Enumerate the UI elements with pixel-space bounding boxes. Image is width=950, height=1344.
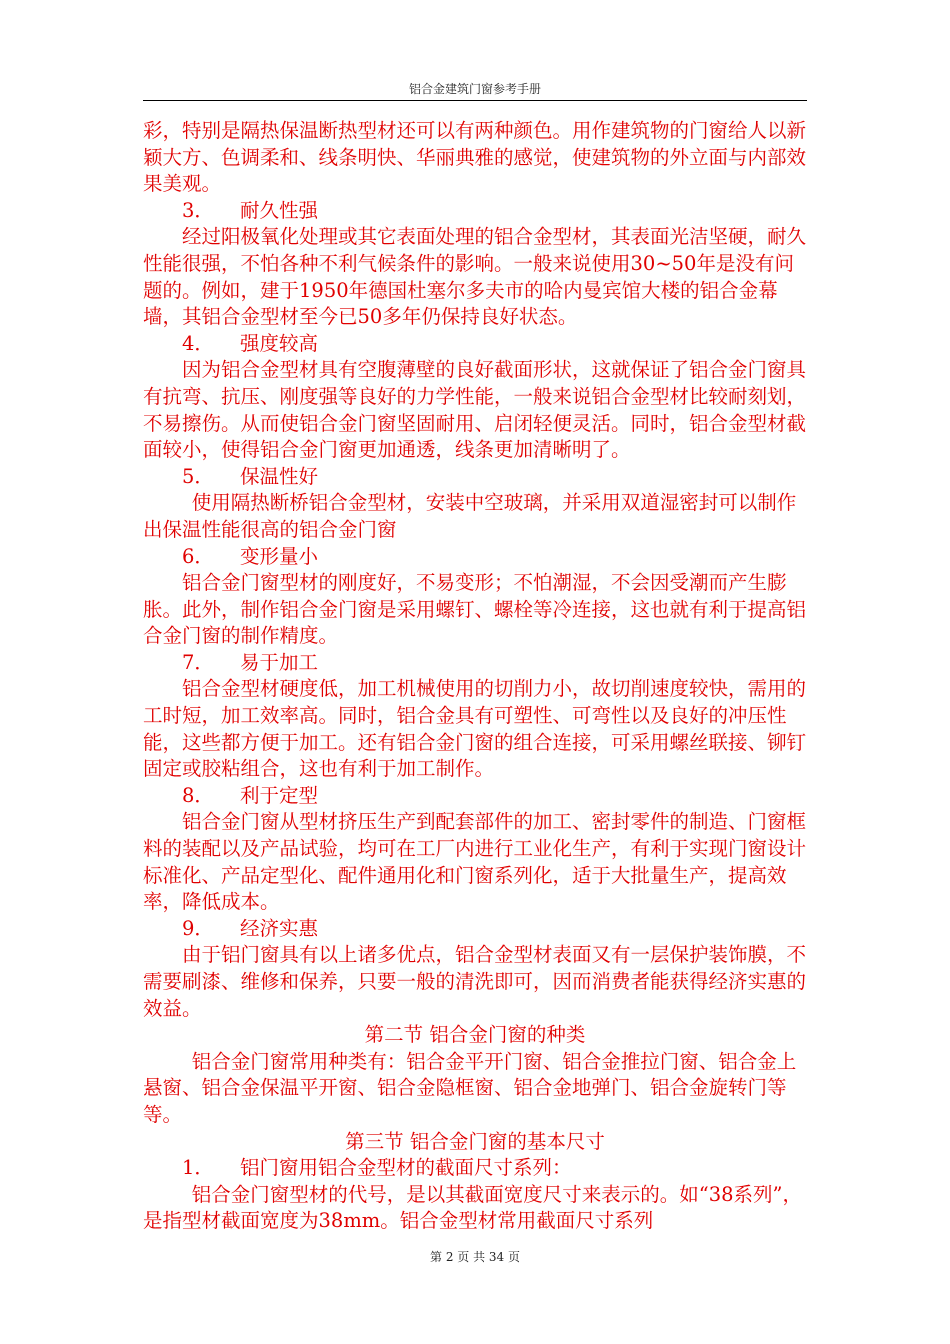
paragraph: 铝合金门窗从型材挤压生产到配套部件的加工、密封零件的制造、门窗框料的装配以及产品试验，均可在工厂内进行工业化生产，有利于实现门窗设计标准化、产品定型化、配件通用化和门窗系列化，适于大批量生产，提高效率，降低成本。 — [143, 810, 807, 914]
paragraph: 铝合金门窗型材的刚度好，不易变形；不怕潮湿，不会因受潮而产生膨胀。此外，制作铝合金门窗是采用螺钉、螺栓等冷连接，这也就有利于提高铝合金门窗的制作精度。 — [143, 571, 807, 648]
item-heading-s3-1 — [143, 1155, 807, 1182]
paragraph: 经过阳极氧化处理或其它表面处理的铝合金型材，其表面光洁坚硬，耐久性能很强，不怕各种不利气候条件的影响。一般来说使用30~50年是没有问题的。例如，建于1950年德国杜塞尔多夫市的哈内曼宾馆大楼的铝合金幕墙，其铝合金型材至今已50多年仍保持良好状态。 — [143, 225, 807, 329]
item-number: 8． — [182, 783, 214, 807]
item-number: 6． — [182, 544, 214, 568]
paragraph: 铝合金门窗常用种类有：铝合金平开门窗、铝合金推拉门窗、铝合金上悬窗、铝合金保温平开窗、铝合金隐框窗、铝合金地弹门、铝合金旋转门等等。 — [143, 1049, 797, 1126]
paragraph: 彩，特别是隔热保温断热型材还可以有两种颜色。用作建筑物的门窗给人以新颖大方、色调柔和、线条明快、华丽典雅的感觉，使建筑物的外立面与内部效果美观。 — [143, 119, 807, 196]
item-title: 保温性好 — [240, 464, 319, 488]
item-heading-9 — [143, 916, 807, 943]
section-title: 第二节 铝合金门窗的种类 — [364, 1023, 586, 1047]
item-number: 5． — [182, 464, 214, 488]
item-heading-7 — [143, 650, 807, 677]
item-heading-3 — [143, 198, 807, 225]
item-heading-4 — [143, 331, 807, 358]
item-title: 经济实惠 — [240, 916, 319, 940]
item-title: 强度较高 — [240, 331, 319, 355]
item-number: 4． — [182, 331, 214, 355]
paragraph: 铝合金门窗型材的代号，是以其截面宽度尺寸来表示的。如“38系列”，是指型材截面宽度为38mm。铝合金型材常用截面尺寸系列 — [143, 1182, 803, 1233]
item-title: 易于加工 — [240, 650, 319, 674]
page-number: 第 2 页 共 34 页 — [430, 1250, 520, 1264]
item-title: 利于定型 — [240, 783, 319, 807]
item-number: 9． — [182, 916, 214, 940]
running-header: 铝合金建筑门窗参考手册 — [408, 82, 541, 96]
section-title: 第三节 铝合金门窗的基本尺寸 — [345, 1129, 605, 1153]
page-body — [143, 118, 807, 1235]
paragraph: 使用隔热断桥铝合金型材，安装中空玻璃，并采用双道湿密封可以制作出保温性能很高的铝合金门窗 — [143, 491, 797, 541]
item-heading-5 — [143, 464, 807, 491]
paragraph: 铝合金型材硬度低，加工机械使用的切削力小，故切削速度较快，需用的工时短，加工效率高。同时，铝合金具有可塑性、可弯性以及良好的冲压性能，这些都方便于加工。还有铝合金门窗的组合连接，可采用螺丝联接、铆钉固定或胶粘组合，这也有利于加工制作。 — [143, 677, 807, 781]
paragraph: 由于铝门窗具有以上诸多优点，铝合金型材表面又有一层保护装饰膜，不需要刷漆、维修和保养，只要一般的清洗即可，因而消费者能获得经济实惠的效益。 — [143, 943, 807, 1020]
item-number: 1． — [182, 1156, 214, 1180]
item-number: 3． — [182, 198, 214, 222]
item-heading-8 — [143, 783, 807, 810]
header-divider — [143, 100, 807, 101]
paragraph: 因为铝合金型材具有空腹薄壁的良好截面形状，这就保证了铝合金门窗具有抗弯、抗压、刚度强等良好的力学性能，一般来说铝合金型材比较耐刻划，不易擦伤。从而使铝合金门窗坚固耐用、启闭轻便灵活。同时，铝合金型材截面较小，使得铝合金门窗更加通透，线条更加清晰明了。 — [143, 358, 807, 462]
item-title: 变形量小 — [240, 544, 319, 568]
item-title: 铝门窗用铝合金型材的截面尺寸系列： — [240, 1156, 572, 1180]
item-title: 耐久性强 — [240, 198, 319, 222]
item-heading-6 — [143, 544, 807, 571]
item-number: 7． — [182, 650, 214, 674]
